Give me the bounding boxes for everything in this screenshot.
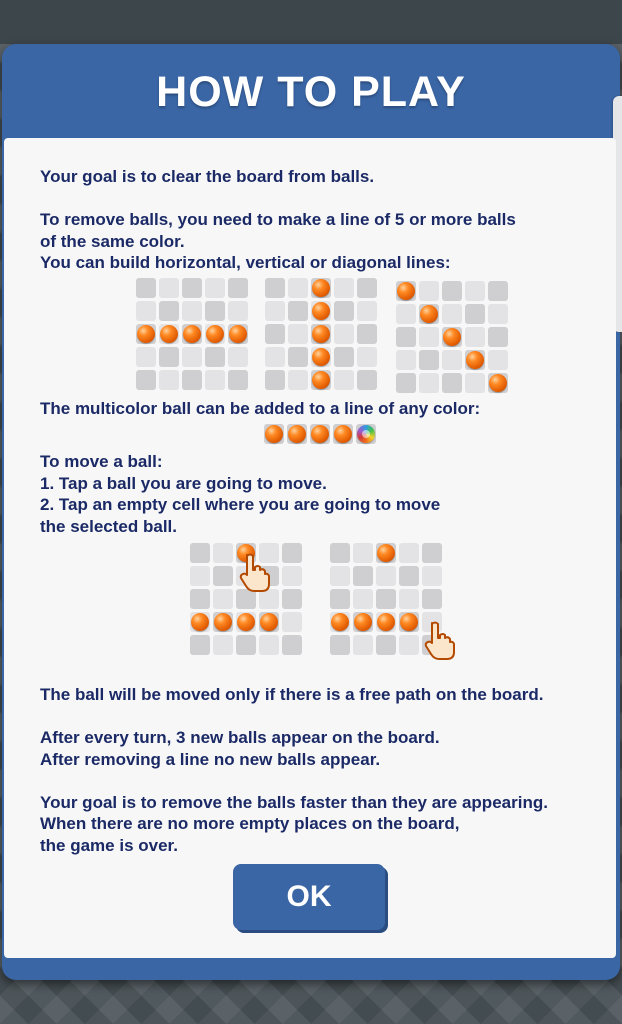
- orange-ball-icon: [288, 425, 306, 443]
- board-cell: [442, 327, 462, 347]
- board-cell: [288, 278, 308, 298]
- board-cell: [330, 566, 350, 586]
- orange-ball-icon: [160, 325, 178, 343]
- orange-ball-icon: [331, 613, 349, 631]
- orange-ball-icon: [312, 348, 330, 366]
- orange-ball-icon: [489, 374, 507, 392]
- board-cell: [442, 373, 462, 393]
- goal-text: Your goal is to clear the board from balls.: [40, 167, 375, 186]
- board-cell: [396, 304, 416, 324]
- board-cell: [399, 635, 419, 655]
- board-cell: [419, 281, 439, 301]
- board-cell: [205, 347, 225, 367]
- board-cell: [357, 370, 377, 390]
- move-heading: To move a ball:: [40, 452, 163, 471]
- board-cell: [190, 566, 210, 586]
- board-cell: [288, 324, 308, 344]
- orange-ball-icon: [397, 282, 415, 300]
- orange-ball-icon: [206, 325, 224, 343]
- board-cell: [334, 278, 354, 298]
- board-cell: [205, 278, 225, 298]
- status-bar-area: [0, 0, 622, 44]
- board-cell: [399, 566, 419, 586]
- board-cell: [353, 635, 373, 655]
- horizontal-line-example: [136, 278, 248, 390]
- board-cell: [190, 543, 210, 563]
- board-cell: [182, 301, 202, 321]
- board-cell: [182, 347, 202, 367]
- move-step-1: 1. Tap a ball you are going to move.: [40, 474, 327, 493]
- game-over-text: the game is over.: [40, 836, 178, 855]
- multicolor-line-example: [264, 424, 376, 444]
- board-cell: [465, 281, 485, 301]
- board-cell: [190, 589, 210, 609]
- board-cell: [213, 566, 233, 586]
- board-cell: [488, 281, 508, 301]
- board-cell: [265, 324, 285, 344]
- board-cell: [282, 612, 302, 632]
- board-full-text: When there are no more empty places on the board,: [40, 814, 460, 833]
- board-cell: [353, 589, 373, 609]
- orange-ball-icon: [237, 613, 255, 631]
- board-cell: [334, 301, 354, 321]
- board-cell: [396, 281, 416, 301]
- board-cell: [265, 347, 285, 367]
- board-cell: [353, 566, 373, 586]
- board-cell: [422, 543, 442, 563]
- board-cell: [259, 612, 279, 632]
- board-cell: [159, 370, 179, 390]
- board-cell: [488, 373, 508, 393]
- board-cell: [182, 278, 202, 298]
- board-cell: [488, 304, 508, 324]
- board-cell: [311, 278, 331, 298]
- board-cell: [310, 424, 330, 444]
- orange-ball-icon: [312, 371, 330, 389]
- board-cell: [465, 327, 485, 347]
- orange-ball-icon: [137, 325, 155, 343]
- board-cell: [136, 370, 156, 390]
- board-cell: [376, 543, 396, 563]
- board-cell: [334, 324, 354, 344]
- move-step-2: 2. Tap an empty cell where you are going to move the selected ball.: [40, 495, 441, 536]
- speed-goal-text: Your goal is to remove the balls faster than they are appearing.: [40, 793, 548, 812]
- board-cell: [136, 278, 156, 298]
- board-cell: [396, 373, 416, 393]
- board-cell: [282, 543, 302, 563]
- board-cell: [159, 278, 179, 298]
- orange-ball-icon: [312, 279, 330, 297]
- multicolor-text: The multicolor ball can be added to a line of any color:: [40, 399, 481, 418]
- board-cell: [419, 304, 439, 324]
- board-cell: [419, 350, 439, 370]
- board-cell: [213, 635, 233, 655]
- board-cell: [399, 612, 419, 632]
- board-cell: [334, 347, 354, 367]
- board-cell: [190, 635, 210, 655]
- board-cell: [205, 324, 225, 344]
- board-cell: [136, 324, 156, 344]
- board-cell: [159, 301, 179, 321]
- board-cell: [265, 278, 285, 298]
- board-cell: [396, 350, 416, 370]
- board-cell: [422, 589, 442, 609]
- board-cell: [357, 278, 377, 298]
- board-cell: [422, 566, 442, 586]
- board-cell: [330, 612, 350, 632]
- board-cell: [333, 424, 353, 444]
- multicolor-ball-icon: [357, 425, 375, 443]
- board-cell: [488, 350, 508, 370]
- line-types-text: You can build horizontal, vertical or diagonal lines:: [40, 253, 451, 272]
- tap-hand-icon: [422, 620, 456, 660]
- ok-button[interactable]: OK: [233, 864, 385, 930]
- board-cell: [330, 589, 350, 609]
- dialog-title: HOW TO PLAY: [156, 68, 466, 116]
- board-cell: [356, 424, 376, 444]
- board-cell: [228, 301, 248, 321]
- board-cell: [376, 589, 396, 609]
- orange-ball-icon: [265, 425, 283, 443]
- tap-hand-icon: [237, 552, 271, 592]
- board-cell: [213, 543, 233, 563]
- board-cell: [334, 370, 354, 390]
- board-cell: [228, 324, 248, 344]
- board-cell: [282, 635, 302, 655]
- board-cell: [287, 424, 307, 444]
- free-path-text: The ball will be moved only if there is a free path on the board.: [40, 685, 544, 704]
- board-cell: [442, 304, 462, 324]
- board-cell: [288, 347, 308, 367]
- board-cell: [311, 347, 331, 367]
- orange-ball-icon: [334, 425, 352, 443]
- orange-ball-icon: [400, 613, 418, 631]
- board-cell: [442, 281, 462, 301]
- board-cell: [236, 589, 256, 609]
- board-cell: [357, 301, 377, 321]
- board-cell: [357, 324, 377, 344]
- board-cell: [288, 370, 308, 390]
- orange-ball-icon: [466, 351, 484, 369]
- board-cell: [311, 370, 331, 390]
- board-cell: [264, 424, 284, 444]
- board-cell: [228, 278, 248, 298]
- board-cell: [465, 350, 485, 370]
- vertical-line-example: [265, 278, 377, 390]
- board-cell: [236, 612, 256, 632]
- board-cell: [465, 373, 485, 393]
- board-cell: [265, 301, 285, 321]
- board-cell: [376, 635, 396, 655]
- orange-ball-icon: [312, 302, 330, 320]
- board-cell: [399, 589, 419, 609]
- orange-ball-icon: [420, 305, 438, 323]
- board-cell: [311, 301, 331, 321]
- orange-ball-icon: [377, 544, 395, 562]
- board-cell: [159, 324, 179, 344]
- orange-ball-icon: [260, 613, 278, 631]
- board-cell: [419, 373, 439, 393]
- remove-rule-text: To remove balls, you need to make a line of 5 or more balls of the same color.: [40, 210, 516, 251]
- board-cell: [353, 543, 373, 563]
- board-cell: [159, 347, 179, 367]
- board-cell: [259, 589, 279, 609]
- no-new-balls-text: After removing a line no new balls appear.: [40, 750, 381, 769]
- board-cell: [399, 543, 419, 563]
- board-cell: [136, 301, 156, 321]
- board-cell: [205, 370, 225, 390]
- orange-ball-icon: [354, 613, 372, 631]
- board-cell: [465, 304, 485, 324]
- board-cell: [205, 301, 225, 321]
- board-cell: [488, 327, 508, 347]
- board-cell: [282, 566, 302, 586]
- orange-ball-icon: [183, 325, 201, 343]
- board-cell: [330, 635, 350, 655]
- board-cell: [311, 324, 331, 344]
- board-cell: [442, 350, 462, 370]
- new-balls-text: After every turn, 3 new balls appear on the board.: [40, 728, 440, 747]
- board-cell: [357, 347, 377, 367]
- board-cell: [353, 612, 373, 632]
- board-cell: [136, 347, 156, 367]
- board-cell: [213, 589, 233, 609]
- orange-ball-icon: [443, 328, 461, 346]
- orange-ball-icon: [229, 325, 247, 343]
- board-cell: [228, 347, 248, 367]
- orange-ball-icon: [311, 425, 329, 443]
- board-cell: [228, 370, 248, 390]
- board-cell: [376, 612, 396, 632]
- orange-ball-icon: [214, 613, 232, 631]
- orange-ball-icon: [191, 613, 209, 631]
- board-cell: [396, 327, 416, 347]
- board-cell: [419, 327, 439, 347]
- diagonal-line-example: [396, 281, 508, 393]
- board-cell: [213, 612, 233, 632]
- board-cell: [288, 301, 308, 321]
- board-cell: [259, 635, 279, 655]
- board-cell: [282, 589, 302, 609]
- board-cell: [190, 612, 210, 632]
- board-cell: [182, 370, 202, 390]
- board-cell: [182, 324, 202, 344]
- orange-ball-icon: [377, 613, 395, 631]
- board-cell: [330, 543, 350, 563]
- orange-ball-icon: [312, 325, 330, 343]
- board-cell: [236, 635, 256, 655]
- board-cell: [376, 566, 396, 586]
- board-cell: [265, 370, 285, 390]
